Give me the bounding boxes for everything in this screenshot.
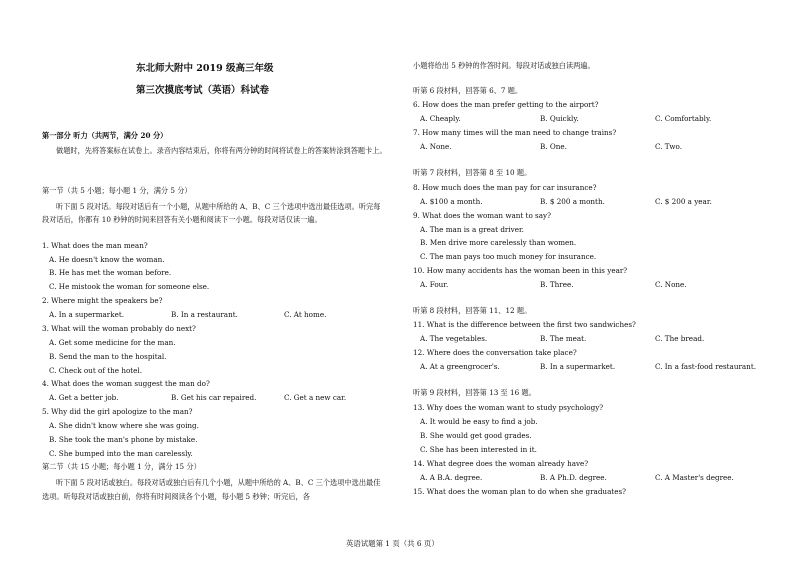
q1-option-c: C. He mistook the woman for someone else. bbox=[49, 282, 210, 291]
q14-option-a: A. A B.A. degree. bbox=[420, 473, 483, 482]
q2-stem: 2. Where might the speakers be? bbox=[42, 296, 163, 305]
q5-stem: 5. Why did the girl apologize to the man? bbox=[42, 407, 193, 416]
q14-stem: 14. What degree does the woman already have? bbox=[413, 459, 589, 468]
q8-option-c: C. $ 200 a year. bbox=[655, 197, 712, 206]
q3-stem: 3. What will the woman probably do next? bbox=[42, 324, 196, 333]
q9-option-a: A. The man is a great driver. bbox=[420, 225, 524, 234]
q9-option-c: C. The man pays too much money for insurance. bbox=[420, 252, 597, 261]
part1-intro: 做题时，先将答案标在试卷上。录音内容结束后，你将有两分钟的时间将试卷上的答案转涂到答题卡上。 bbox=[56, 146, 387, 155]
q3-option-c: C. Check out of the hotel. bbox=[49, 366, 142, 375]
exam-title-line2: 第三次摸底考试（英语）科试卷 bbox=[136, 85, 270, 96]
section2-instructions-col1: 听下面 5 段对话或独白。每段对话或独白后有几个小题，从题中所给的 A、B、C 三个选项中选出最佳选项。听每段对话或独白前，你将有时间阅读各个小题，每小题 5 秒钟；听完后，各 bbox=[42, 478, 381, 501]
q5-option-a: A. She didn't know where she was going. bbox=[49, 421, 199, 430]
q12-stem: 12. Where does the conversation take place? bbox=[413, 348, 577, 357]
q7-option-b: B. One. bbox=[540, 142, 567, 151]
q8-option-a: A. $100 a month. bbox=[420, 197, 483, 206]
q4-option-a: A. Get a better job. bbox=[49, 393, 119, 402]
q1-option-a: A. He doesn't know the woman. bbox=[49, 255, 165, 264]
q2-option-b: B. In a restaurant. bbox=[171, 310, 238, 319]
q10-option-a: A. Four. bbox=[420, 280, 449, 289]
passage9-heading: 听第 9 段材料，回答第 13 至 16 题。 bbox=[413, 388, 536, 397]
q4-stem: 4. What does the woman suggest the man do? bbox=[42, 379, 210, 388]
q5-option-c: C. She bumped into the man carelessly. bbox=[49, 449, 193, 458]
q13-option-b: B. She would get good grades. bbox=[420, 431, 532, 440]
q13-option-a: A. It would be easy to find a job. bbox=[420, 417, 538, 426]
q12-option-b: B. In a supermarket. bbox=[540, 362, 616, 371]
q6-stem: 6. How does the man prefer getting to the airport? bbox=[413, 100, 599, 109]
section1-heading: 第一节（共 5 小题；每小题 1 分，满分 5 分） bbox=[42, 186, 192, 195]
q2-option-c: C. At home. bbox=[284, 310, 327, 319]
passage8-heading: 听第 8 段材料，回答第 11、12 题。 bbox=[413, 306, 532, 315]
q3-option-a: A. Get some medicine for the man. bbox=[49, 338, 176, 347]
section2-instructions-col2: 小题将给出 5 秒钟的作答时间。每段对话或独白读两遍。 bbox=[413, 61, 595, 70]
q11-option-b: B. The meat. bbox=[540, 334, 587, 343]
passage7-heading: 听第 7 段材料，回答第 8 至 10 题。 bbox=[413, 168, 532, 177]
q4-option-c: C. Get a new car. bbox=[284, 393, 347, 402]
q7-option-c: C. Two. bbox=[655, 142, 682, 151]
q2-option-a: A. In a supermarket. bbox=[49, 310, 125, 319]
q9-option-b: B. Men drive more carelessly than women. bbox=[420, 238, 577, 247]
q9-stem: 9. What does the woman want to say? bbox=[413, 211, 551, 220]
q7-option-a: A. None. bbox=[420, 142, 452, 151]
section1-instructions: 听下面 5 段对话。每段对话后有一个小题，从题中所给的 A、B、C 三个选项中选出最佳选项。听完每段对话后，你都有 10 秒钟的时间来回答有关小题和阅读下一小题。每段对话仅读一遍。 bbox=[42, 202, 381, 224]
q15-stem: 15. What does the woman plan to do when she graduates? bbox=[413, 487, 627, 496]
q14-option-c: C. A Master's degree. bbox=[655, 473, 734, 482]
q11-stem: 11. What is the difference between the first two sandwiches? bbox=[413, 320, 636, 329]
q8-option-b: B. $ 200 a month. bbox=[540, 197, 605, 206]
q6-option-b: B. Quickly. bbox=[540, 114, 579, 123]
q13-stem: 13. Why does the woman want to study psychology? bbox=[413, 403, 604, 412]
q10-option-b: B. Three. bbox=[540, 280, 574, 289]
q13-option-c: C. She has been interested in it. bbox=[420, 445, 537, 454]
q3-option-b: B. Send the man to the hospital. bbox=[49, 352, 167, 361]
q14-option-b: B. A Ph.D. degree. bbox=[540, 473, 607, 482]
q12-option-a: A. At a greengrocer's. bbox=[420, 362, 500, 371]
q11-option-c: C. The bread. bbox=[655, 334, 705, 343]
q12-option-c: C. In a fast-food restaurant. bbox=[655, 362, 756, 371]
q10-option-c: C. None. bbox=[655, 280, 687, 289]
q1-option-b: B. He has met the woman before. bbox=[49, 268, 172, 277]
q8-stem: 8. How much does the man pay for car insurance? bbox=[413, 183, 597, 192]
exam-title-line1: 东北师大附中 2019 级高三年级 bbox=[136, 63, 274, 74]
q5-option-b: B. She took the man's phone by mistake. bbox=[49, 435, 198, 444]
q1-stem: 1. What does the man mean? bbox=[42, 241, 148, 250]
section2-heading: 第二节（共 15 小题；每小题 1 分，满分 15 分） bbox=[42, 462, 201, 471]
q11-option-a: A. The vegetables. bbox=[420, 334, 488, 343]
q10-stem: 10. How many accidents has the woman been in this year? bbox=[413, 266, 628, 275]
q7-stem: 7. How many times will the man need to change trains? bbox=[413, 128, 617, 137]
q6-option-a: A. Cheaply. bbox=[420, 114, 461, 123]
part1-heading: 第一部分 听力（共两节，满分 20 分） bbox=[42, 131, 168, 140]
passage6-heading: 听第 6 段材料，回答第 6、7 题。 bbox=[413, 86, 523, 95]
q4-option-b: B. Get his car repaired. bbox=[171, 393, 257, 402]
q6-option-c: C. Comfortably. bbox=[655, 114, 712, 123]
page-footer: 英语试题第 1 页（共 6 页） bbox=[346, 539, 439, 548]
